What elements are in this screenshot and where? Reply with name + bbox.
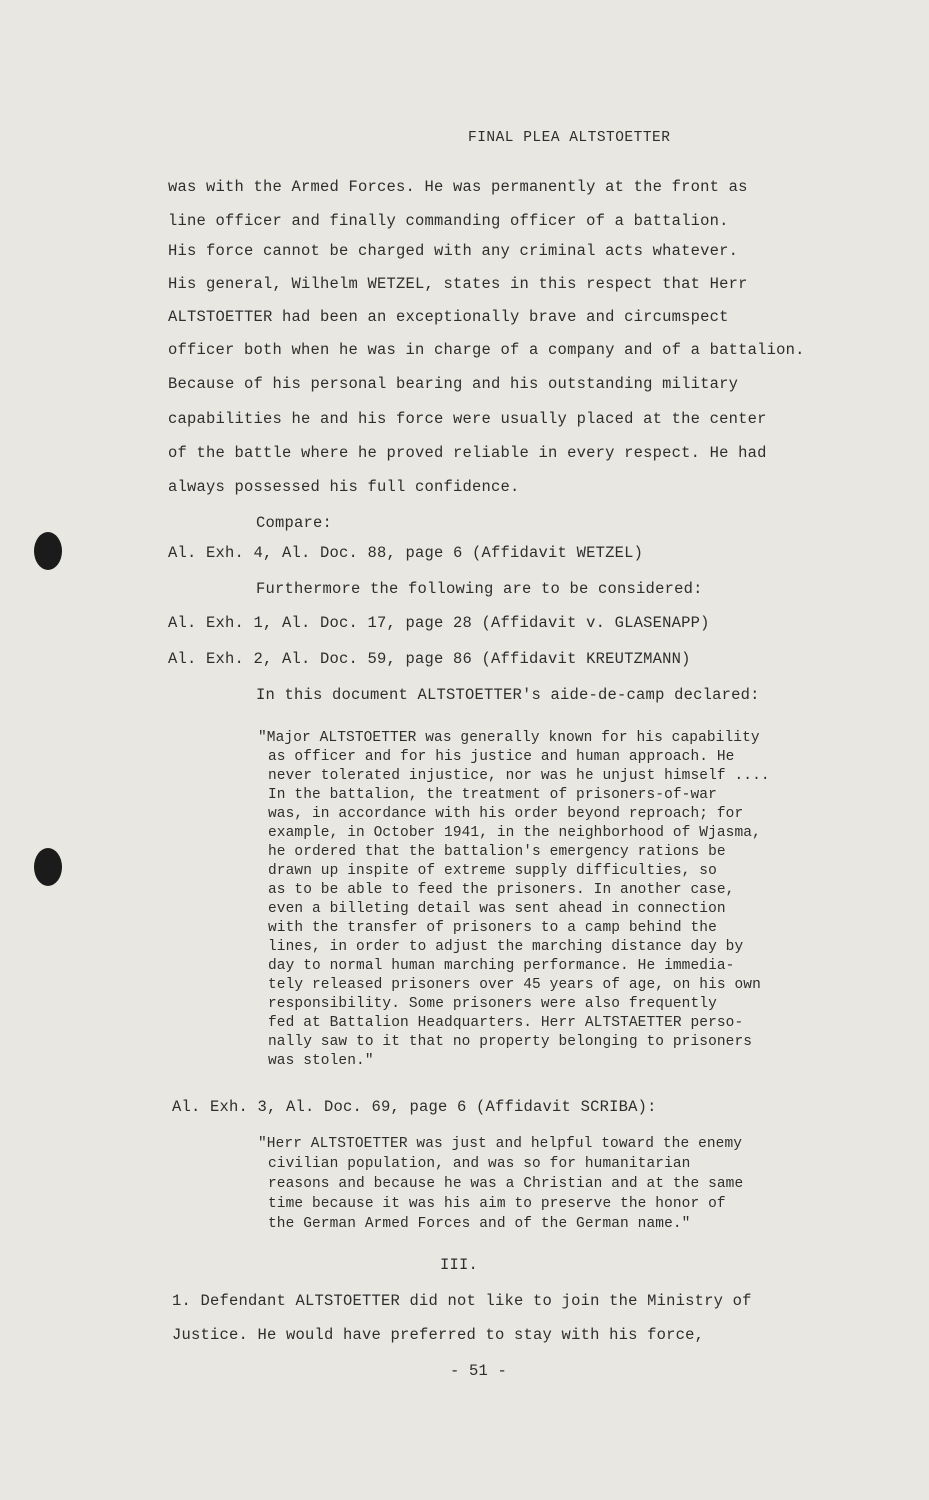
quote-line: nally saw to it that no property belonging to prisoners [268, 1034, 753, 1050]
section-heading: III. [440, 1256, 479, 1274]
furthermore-line: Furthermore the following are to be considered: [256, 580, 703, 598]
text-line: officer both when he was in charge of a company and of a battalion. [168, 341, 805, 359]
quote-line: "Major ALTSTOETTER was generally known for his capability [258, 730, 760, 746]
text-line: ALTSTOETTER had been an exceptionally brave and circumspect [168, 308, 729, 326]
quote-line: was, in accordance with his order beyond reproach; for [268, 806, 744, 822]
text-line: His general, Wilhelm WETZEL, states in this respect that Herr [168, 275, 748, 293]
text-line: Justice. He would have preferred to stay with his force, [172, 1326, 705, 1344]
quote-line: In the battalion, the treatment of prisoners-of-war [268, 787, 717, 803]
quote-line: day to normal human marching performance. He immedia- [268, 958, 735, 974]
quote-line: tely released prisoners over 45 years of age, on his own [268, 977, 761, 993]
quote-line: as to be able to feed the prisoners. In another case, [268, 882, 735, 898]
exhibit-reference: Al. Exh. 4, Al. Doc. 88, page 6 (Affidavit WETZEL) [168, 544, 644, 562]
quote-line: never tolerated injustice, nor was he unjust himself .... [268, 768, 770, 784]
quote-line: even a billeting detail was sent ahead in connection [268, 901, 726, 917]
quote-line: the German Armed Forces and of the German name." [268, 1216, 691, 1232]
text-line: Because of his personal bearing and his outstanding military [168, 375, 739, 393]
quote-line: responsibility. Some prisoners were also frequently [268, 996, 717, 1012]
text-line: capabilities he and his force were usually placed at the center [168, 410, 767, 428]
punch-hole [34, 848, 62, 886]
quote-intro: In this document ALTSTOETTER's aide-de-camp declared: [256, 686, 760, 704]
quote-line: lines, in order to adjust the marching distance day by [268, 939, 744, 955]
quote-line: with the transfer of prisoners to a camp behind the [268, 920, 717, 936]
quote-line: was stolen." [268, 1053, 374, 1069]
text-line: always possessed his full confidence. [168, 478, 520, 496]
page-header: FINAL PLEA ALTSTOETTER [468, 130, 671, 146]
quote-line: fed at Battalion Headquarters. Herr ALTSTAETTER perso- [268, 1015, 744, 1031]
text-line: line officer and finally commanding officer of a battalion. [168, 212, 729, 230]
compare-label: Compare: [256, 514, 333, 532]
quote-line: civilian population, and was so for humanitarian [268, 1156, 691, 1172]
quote-line: reasons and because he was a Christian and at the same [268, 1176, 744, 1192]
text-line: 1. Defendant ALTSTOETTER did not like to join the Ministry of [172, 1292, 752, 1310]
punch-hole [34, 532, 62, 570]
quote-line: example, in October 1941, in the neighborhood of Wjasma, [268, 825, 761, 841]
page-number: - 51 - [450, 1362, 508, 1380]
exhibit-reference: Al. Exh. 1, Al. Doc. 17, page 28 (Affidavit v. GLASENAPP) [168, 614, 710, 632]
text-line: of the battle where he proved reliable in every respect. He had [168, 444, 767, 462]
exhibit-reference: Al. Exh. 2, Al. Doc. 59, page 86 (Affidavit KREUTZMANN) [168, 650, 691, 668]
quote-line: "Herr ALTSTOETTER was just and helpful toward the enemy [258, 1136, 743, 1152]
text-line: His force cannot be charged with any criminal acts whatever. [168, 242, 739, 260]
text-line: was with the Armed Forces. He was permanently at the front as [168, 178, 748, 196]
quote-line: drawn up inspite of extreme supply difficulties, so [268, 863, 717, 879]
quote-line: time because it was his aim to preserve the honor of [268, 1196, 726, 1212]
exhibit-reference: Al. Exh. 3, Al. Doc. 69, page 6 (Affidavit SCRIBA): [172, 1098, 657, 1116]
quote-line: he ordered that the battalion's emergency rations be [268, 844, 726, 860]
quote-line: as officer and for his justice and human approach. He [268, 749, 735, 765]
